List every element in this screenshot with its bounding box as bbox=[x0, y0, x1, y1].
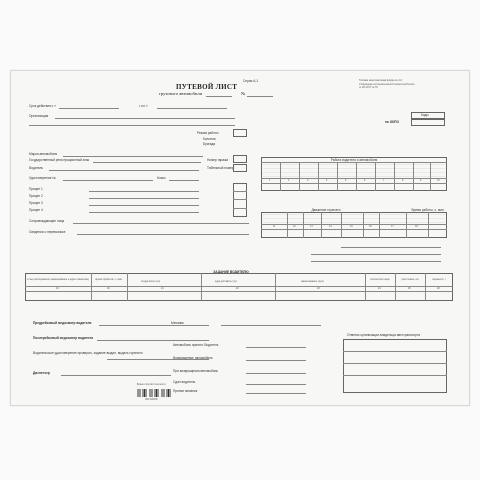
trailer-garage-box bbox=[233, 183, 247, 217]
assignment-col-tonnage: перевезти, т bbox=[432, 278, 446, 281]
class-label: Класс bbox=[157, 176, 166, 180]
assignment-col-trips: количество ездок bbox=[370, 278, 390, 281]
license-label: Удостоверение № bbox=[29, 176, 56, 180]
fuel-header: Движение горючего bbox=[311, 208, 341, 212]
form-subtitle: грузового автомобиля bbox=[159, 91, 202, 96]
tabel-number-label: Табельный номер bbox=[207, 166, 234, 170]
barcode bbox=[137, 389, 173, 397]
trailer-1-label: Прицеп 1 bbox=[29, 187, 43, 191]
codes-label: Коды bbox=[421, 113, 429, 117]
trailer-4-label: Прицеп 4 bbox=[29, 208, 43, 212]
assignment-col-to: куда доставить груз bbox=[215, 280, 237, 283]
series-label: Серия А-1 bbox=[243, 79, 259, 83]
approval-note: Типовая межотраслевая форма № 4-С Утверждена постановлением Госкомстата России от 28.11.97 № 78 bbox=[359, 79, 415, 90]
vehicle-work-header: Работа водителя и автомобиля bbox=[330, 158, 378, 162]
mechanic-label: Механик bbox=[171, 321, 184, 325]
sdal-label: Сдал водитель bbox=[173, 380, 196, 384]
work-schedule-label: Режим работы bbox=[197, 131, 219, 135]
markings-box[interactable] bbox=[343, 339, 447, 393]
period-to: г. по « bbox=[139, 104, 148, 108]
assignment-col-from: откуда взять груз bbox=[141, 280, 161, 283]
form-title: ПУТЕВОЙ ЛИСТ bbox=[176, 83, 238, 91]
state-plate-label: Государственный регистрационный знак bbox=[29, 158, 90, 162]
prinyal-label: Принял механик bbox=[173, 389, 198, 393]
license-check-label: Водительское удостоверение проверил, задание выдал, выдать горючего bbox=[33, 351, 143, 355]
post-trip-label: Послерейсовый медосмотр водителя bbox=[33, 336, 94, 340]
assignment-col-cargo: наименование груза bbox=[301, 280, 324, 283]
assignment-header: ЗАДАНИЕ ВОДИТЕЛЮ bbox=[213, 270, 249, 274]
okpo-label: по ОКПО bbox=[385, 120, 399, 124]
returned-label: Возвращение: автомобиль bbox=[173, 356, 213, 360]
trailer-3-label: Прицеп 3 bbox=[29, 201, 43, 205]
trailer-2-label: Прицеп 2 bbox=[29, 194, 43, 198]
mechanic-date-label: При возвращении автомобиль bbox=[173, 369, 219, 373]
period-label: Срок действия с « bbox=[29, 104, 56, 108]
assignment-col-arrival: время прибытия, ч. мин. bbox=[95, 278, 123, 281]
garage-number-label: Номер гаража bbox=[207, 158, 229, 162]
okpo-box[interactable] bbox=[411, 119, 445, 126]
carrier-info-label: Сведения о перевозчике bbox=[29, 230, 66, 234]
number-sign: № bbox=[241, 91, 246, 96]
vehicle-accepted-label: Автомобиль принял: Водитель bbox=[173, 343, 219, 347]
waybill-sheet: Серия А-1 ПУТЕВОЙ ЛИСТ грузового автомобиля № Типовая межотраслевая форма № 4-С Утверждена постановлением Госкомстата России от 28.11.97 № 78 Срок действия с « г. по « Коды по ОКПО Организация Режим работы Колонна Бригада Марка автомобиля Государственный регистрационный знак Номер гаража Водитель Табельный номер Удостоверение № Класс Прицеп 1 Прицеп 2 Прицеп 3 Прицеп 4 Сопровождающие лица Сведения о перевозчике Работа водителя и автомобиля 1 2 3 4 5 6 7 8 9 10 Движение горючего Время работы, ч. мин. 11 12 13 14 15 16 17 18 ЗАДАНИЕ ВОДИТЕЛЮ в чье распоряжение (наименование и адрес заказчика) время прибытия, ч. мин. откуда взять груз куда доставить груз наименование груза количество ездок расстояние, км перевезти, т 19 20 21 22 23 24 25 26 Предрейсовый медосмотр водителя Послерейсовый медосмотр водителя Водительское удостоверение проверил, задание выдал, выдать горючего Диспетчер Механик Автомобиль принял: Водитель Возвращение: автомобиль При возвращении автомобиль Сдал водитель Принял механик Отметки организации-владельца автотранспорта Бланк строгой отчетности 000 000000 bbox=[10, 70, 470, 406]
bottom-note: Бланк строгой отчетности bbox=[137, 383, 166, 386]
serial-note: 000 000000 bbox=[145, 398, 158, 401]
driver-label: Водитель bbox=[29, 166, 44, 170]
vehicle-make-label: Марка автомобиля bbox=[29, 152, 58, 156]
column-label: Колонна bbox=[203, 137, 216, 141]
dispatcher-label: Диспетчер bbox=[33, 371, 50, 375]
assignment-col-customer: в чье распоряжение (наименование и адрес заказчика) bbox=[27, 278, 89, 281]
work-time-header: Время работы, ч. мин. bbox=[411, 208, 445, 212]
markings-label: Отметки организации-владельца автотранспорта bbox=[347, 333, 421, 337]
organization-label: Организация bbox=[29, 114, 49, 118]
trip-precheck-label: Предрейсовый медосмотр водителя bbox=[33, 321, 92, 325]
brigade-label: Бригада bbox=[203, 142, 216, 146]
assignment-col-distance: расстояние, км bbox=[401, 278, 419, 281]
escort-label: Сопровождающие лица bbox=[29, 219, 65, 223]
